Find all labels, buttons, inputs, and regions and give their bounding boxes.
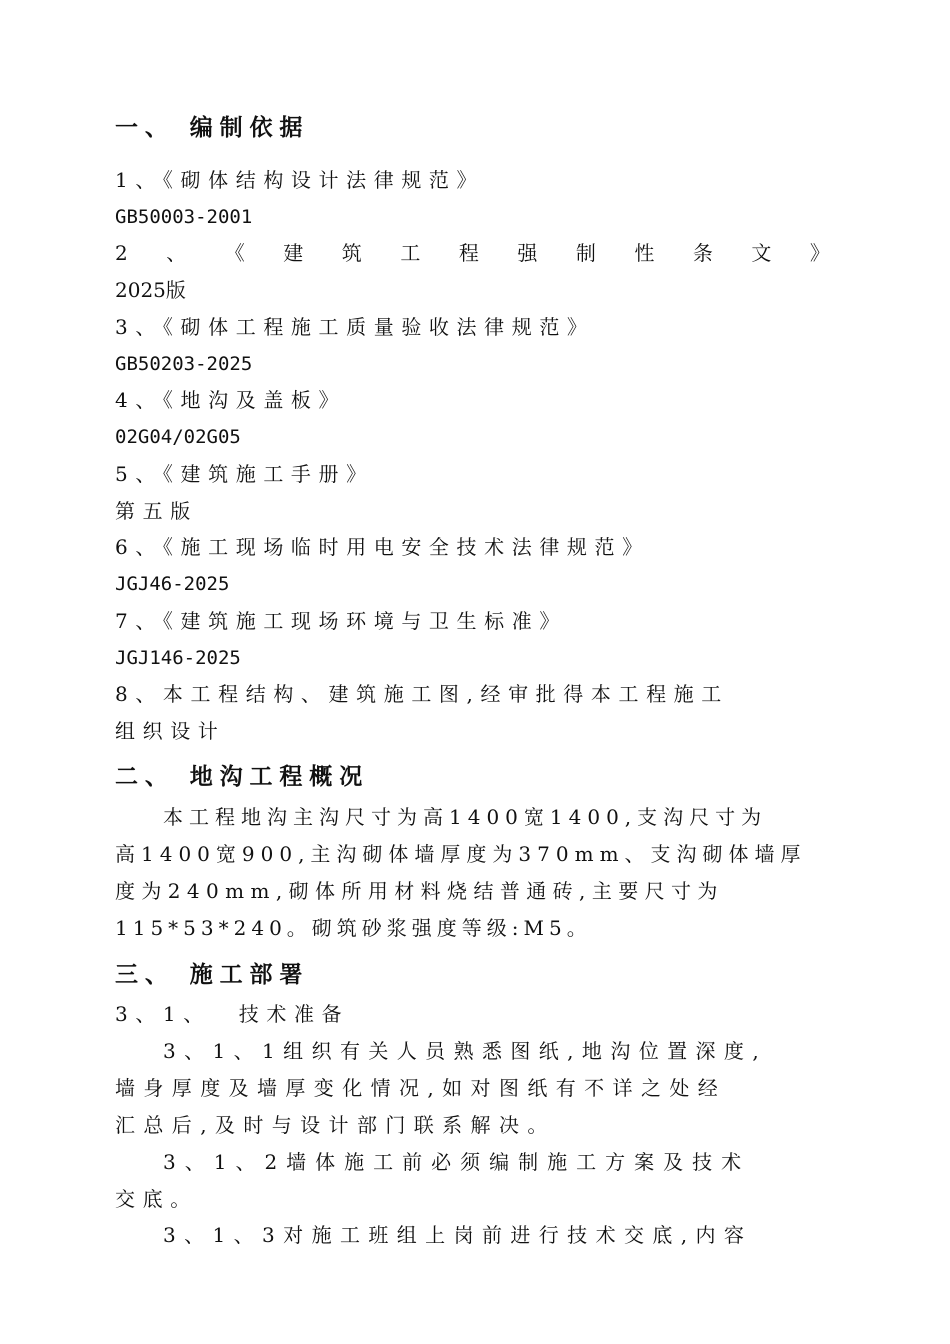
reference-item-2-part: 2 bbox=[115, 241, 128, 265]
reference-item-2-part: 强 bbox=[517, 241, 538, 265]
reference-item-2-part: 制 bbox=[575, 241, 596, 265]
reference-item-2-part: 性 bbox=[634, 241, 655, 265]
subsection-technical-prep: 3、1、 技术准备 bbox=[115, 1002, 350, 1026]
reference-item-2-part: 、 bbox=[166, 241, 187, 265]
deploy-paragraph-line: 汇总后,及时与设计部门联系解决。 bbox=[115, 1113, 556, 1137]
reference-item-2-part: 筑 bbox=[341, 241, 362, 265]
reference-item-2-part: 建 bbox=[283, 241, 304, 265]
deploy-paragraph-line: 3、1、1组织有关人员熟悉图纸,地沟位置深度, bbox=[163, 1039, 768, 1063]
reference-item-2 bbox=[115, 241, 830, 265]
deploy-paragraph-line: 3、1、2墙体施工前必须编制施工方案及技术 bbox=[163, 1150, 751, 1174]
section-title-basis: 一、 编制依据 bbox=[115, 115, 310, 141]
reference-item-4: 4、《地沟及盖板》 bbox=[115, 388, 347, 412]
deploy-paragraph-line: 交底。 bbox=[115, 1187, 198, 1211]
reference-item-2-part: 程 bbox=[458, 241, 479, 265]
reference-item-2-part: 》 bbox=[809, 241, 830, 265]
reference-code-6: JGJ46-2025 bbox=[115, 573, 230, 595]
reference-item-1: 1、《砌体结构设计法律规范》 bbox=[115, 168, 485, 192]
overview-paragraph-line: 高1400宽900,主沟砌体墙厚度为370mm、支沟砌体墙厚 bbox=[115, 842, 807, 866]
section-title-deployment: 三、 施工部署 bbox=[115, 962, 310, 988]
reference-item-6: 6、《施工现场临时用电安全技术法律规范》 bbox=[115, 535, 650, 559]
reference-item-3: 3、《砌体工程施工质量验收法律规范》 bbox=[115, 315, 595, 339]
overview-paragraph-line: 度为240mm,砌体所用材料烧结普通砖,主要尺寸为 bbox=[115, 879, 724, 903]
reference-item-2-part: 工 bbox=[400, 241, 421, 265]
reference-item-2-part: 条 bbox=[692, 241, 713, 265]
overview-paragraph-line: 115*53*240。砌筑砂浆强度等级:M5。 bbox=[115, 916, 592, 940]
reference-code-1: GB50003-2001 bbox=[115, 206, 253, 228]
reference-code-5: 第五版 bbox=[115, 499, 198, 523]
reference-item-8-cont: 组织设计 bbox=[115, 719, 226, 743]
reference-item-7: 7、《建筑施工现场环境与卫生标准》 bbox=[115, 609, 567, 633]
section-title-overview: 二、 地沟工程概况 bbox=[115, 764, 370, 790]
reference-code-7: JGJ146-2025 bbox=[115, 647, 241, 669]
overview-paragraph-line: 本工程地沟主沟尺寸为高1400宽1400,支沟尺寸为 bbox=[163, 805, 768, 829]
deploy-paragraph-line: 墙身厚度及墙厚变化情况,如对图纸有不详之处经 bbox=[115, 1076, 727, 1100]
reference-item-2-part: 《 bbox=[224, 241, 245, 265]
reference-item-2-part: 文 bbox=[751, 241, 772, 265]
reference-code-4: 02G04/02G05 bbox=[115, 426, 241, 448]
reference-item-5: 5、《建筑施工手册》 bbox=[115, 462, 374, 486]
deploy-paragraph-line: 3、1、3对施工班组上岗前进行技术交底,内容 bbox=[163, 1223, 753, 1247]
reference-code-2: 2025版 bbox=[115, 278, 186, 302]
reference-code-3: GB50203-2025 bbox=[115, 353, 253, 375]
reference-item-8: 8、本工程结构、建筑施工图,经审批得本工程施工 bbox=[115, 682, 729, 706]
